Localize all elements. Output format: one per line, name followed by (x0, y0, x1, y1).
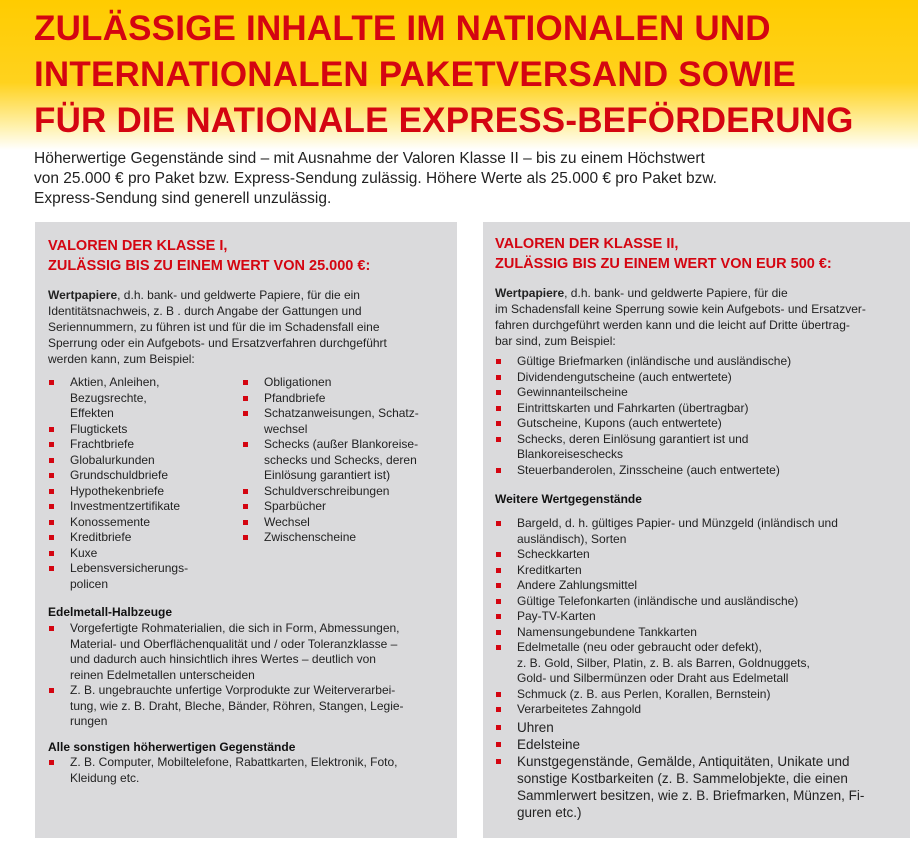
list-item-text: sonstige Kostbarkeiten (z. B. Sammelobjekte, die einen (517, 771, 848, 786)
list-item-text: Schecks, deren Einlösung garantiert ist und (517, 431, 749, 446)
bullet-icon (496, 599, 501, 604)
securities-term: Wertpapiere (48, 288, 118, 302)
list-item-text: tung, wie z. B. Draht, Bleche, Bänder, Röhren, Stangen, Legie- (70, 698, 404, 713)
list-item (242, 499, 452, 515)
para-line: Seriennummern, zu führen ist und für die im Schadensfall eine (48, 320, 380, 334)
list-item-text: Pay-TV-Karten (517, 609, 596, 623)
bullet-icon (496, 406, 501, 411)
page-title (34, 6, 854, 144)
list-item-text: Namensungebundene Tankkarten (517, 624, 697, 639)
list-item (242, 437, 452, 484)
para-line: fahren durchgeführt werden kann und die leicht auf Dritte übertrag- (495, 318, 850, 332)
bullet-icon (496, 390, 501, 395)
list-item-text: Material- und Oberflächenqualität und / oder Toleranzklasse – (70, 636, 398, 651)
bullet-icon (49, 566, 54, 571)
list-item-text: Konossemente (70, 514, 151, 529)
list-item (495, 385, 905, 401)
securities-description (48, 287, 448, 367)
list-item-text: z. B. Gold, Silber, Platin, z. B. als Barren, Goldnuggets, (517, 655, 810, 670)
list-item (242, 515, 452, 531)
list-item-text: policen (70, 576, 109, 591)
further-valuables-heading: Weitere Wertgegenstände (495, 492, 642, 506)
list-item (48, 453, 238, 469)
bullet-icon (496, 568, 501, 573)
title-line: ZULÄSSIGE INHALTE IM NATIONALEN UND (34, 9, 771, 48)
bullet-icon (496, 742, 501, 747)
para-line: Identitätsnachweis, z. B . durch Angabe der Gattungen und (48, 304, 362, 318)
list-item-text: Gold- und Silbermünzen oder Draht aus Edelmetall (517, 671, 789, 685)
list-item (242, 484, 452, 500)
intro-line: Höherwertige Gegenstände sind – mit Ausnahme der Valoren Klasse II – bis zu einem Höchstwert (34, 150, 705, 167)
section-title-line: ZULÄSSIG BIS ZU EINEM WERT VON 25.000 €: (48, 258, 371, 274)
list-item (495, 640, 905, 687)
list-item (495, 401, 905, 417)
title-line: FÜR DIE NATIONALE EXPRESS-BEFÖRDERUNG (34, 101, 854, 140)
list-item-text: wechsel (264, 421, 308, 436)
bullet-icon (49, 626, 54, 631)
bullet-icon (243, 520, 248, 525)
list-item (48, 515, 238, 531)
list-item-text: Edelmetalle (neu oder gebraucht oder defekt), (517, 640, 762, 654)
list-item (495, 736, 905, 753)
bullet-icon (243, 380, 248, 385)
list-item (48, 561, 238, 592)
bullet-icon (243, 489, 248, 494)
bullet-icon (496, 630, 501, 635)
list-item-text: Scheckkarten (517, 547, 590, 561)
list-item (495, 516, 905, 547)
list-item-text: und dadurch auch hinsichtlich ihres Wertes – deutlich von (70, 652, 376, 666)
para-line: bar sind, zum Beispiel: (495, 334, 616, 348)
list-item (495, 625, 905, 641)
list-item (48, 755, 450, 786)
list-item-text: Aktien, Anleihen, (70, 375, 160, 389)
bullet-icon (496, 359, 501, 364)
list-item (48, 468, 238, 484)
list-item (495, 753, 905, 821)
securities-list-col1 (48, 375, 238, 592)
bullet-icon (496, 759, 501, 764)
list-item-text: Andere Zahlungsmittel (517, 578, 638, 592)
bullet-icon (496, 437, 501, 442)
bullet-icon (243, 442, 248, 447)
list-item-text: Schecks (außer Blankoreise- (264, 437, 419, 451)
list-item-text: Lebensversicherungs- (70, 561, 189, 575)
bullet-icon (49, 760, 54, 765)
list-item-text: Hypothekenbriefe (70, 483, 165, 498)
section-title-line: VALOREN DER KLASSE I, (48, 238, 228, 254)
bullet-icon (49, 535, 54, 540)
bullet-icon (49, 520, 54, 525)
bullet-icon (496, 468, 501, 473)
list-item-text: Flugtickets (70, 421, 128, 436)
other-valuables-heading: Alle sonstigen höherwertigen Gegenstände (48, 740, 296, 754)
list-item (48, 422, 238, 438)
other-valuables-list (48, 755, 450, 786)
bullet-icon (49, 688, 54, 693)
list-item (495, 416, 905, 432)
bullet-icon (496, 375, 501, 380)
list-item-text: Einlösung garantiert ist) (264, 468, 391, 482)
list-item (495, 547, 905, 563)
list-item-text: Kreditkarten (517, 562, 582, 577)
list-item-text: Kleidung etc. (70, 770, 140, 785)
list-item-text: reinen Edelmetallen unterscheiden (70, 667, 255, 682)
list-item (242, 530, 452, 546)
bullet-icon (496, 614, 501, 619)
list-item-text: Gutscheine, Kupons (auch entwertete) (517, 416, 722, 430)
list-item-text: Globalurkunden (70, 452, 155, 467)
list-item-text: Bezugsrechte, (70, 390, 147, 405)
list-item (48, 484, 238, 500)
list-item-text: Gewinnanteilscheine (517, 385, 628, 399)
para-line: , d.h. bank- und geldwerte Papiere, für die (564, 286, 788, 300)
bullet-icon (49, 458, 54, 463)
list-item (242, 406, 452, 437)
list-item (48, 530, 238, 546)
list-item-text: Kreditbriefe (70, 530, 132, 544)
list-item (48, 375, 238, 422)
intro-text (34, 149, 894, 209)
list-item (495, 563, 905, 579)
list-item-text: Grundschuldbriefe (70, 468, 169, 482)
list-item (48, 546, 238, 562)
list-item-text: Uhren (517, 720, 554, 735)
list-item-text: Schatzanweisungen, Schatz- (264, 406, 419, 420)
bullet-icon (49, 380, 54, 385)
precious-metal-semis-heading: Edelmetall-Halbzeuge (48, 605, 173, 619)
list-item (48, 683, 450, 730)
list-item-text: rungen (70, 714, 108, 728)
list-item-text: Effekten (70, 406, 114, 420)
bullet-icon (243, 411, 248, 416)
bullet-icon (496, 583, 501, 588)
bullet-icon (496, 421, 501, 426)
bullet-icon (49, 442, 54, 447)
valoren-class-1-panel (35, 222, 457, 838)
list-item-text: Steuerbanderolen, Zinsscheine (auch entwertete) (517, 462, 780, 477)
list-item-text: schecks und Schecks, deren (264, 452, 417, 467)
list-item (48, 621, 450, 683)
bullet-icon (496, 552, 501, 557)
list-item-text: Schmuck (z. B. aus Perlen, Korallen, Bernstein) (517, 686, 771, 701)
section-title (495, 234, 832, 274)
bullet-icon (49, 551, 54, 556)
list-item-text: Schuldverschreibungen (264, 483, 390, 498)
list-item (242, 391, 452, 407)
bullet-icon (496, 645, 501, 650)
list-item-text: Vorgefertigte Rohmaterialien, die sich in Form, Abmessungen, (70, 621, 400, 635)
list-item-text: Eintrittskarten und Fahrkarten (übertragbar) (517, 400, 749, 415)
list-item-text: Blankoreiseschecks (517, 447, 624, 461)
list-item-text: Bargeld, d. h. gültiges Papier- und Münzgeld (inländisch und (517, 516, 838, 530)
list-item (495, 354, 905, 370)
list-item-text: Kuxe (70, 545, 98, 560)
bullet-icon (496, 725, 501, 730)
intro-line: von 25.000 € pro Paket bzw. Express-Sendung zulässig. Höhere Werte als 25.000 € pro Paket bzw. (34, 170, 717, 187)
list-item (495, 578, 905, 594)
list-item-text: Obligationen (264, 375, 332, 389)
para-line: im Schadensfall keine Sperrung sowie kein Aufgebots- und Ersatzver- (495, 302, 866, 316)
section-title-line: ZULÄSSIG BIS ZU EINEM WERT VON EUR 500 €: (495, 256, 832, 272)
bullet-icon (243, 396, 248, 401)
precious-metal-semis-list (48, 621, 450, 730)
securities-list (495, 354, 905, 478)
list-item-text: Edelsteine (517, 737, 581, 752)
bullet-icon (49, 473, 54, 478)
para-line: , d.h. bank- und geldwerte Papiere, für die ein (117, 288, 360, 302)
securities-description (495, 285, 905, 349)
securities-list-col2 (242, 375, 452, 546)
bullet-icon (496, 692, 501, 697)
bullet-icon (49, 489, 54, 494)
list-item (495, 609, 905, 625)
list-item (495, 719, 905, 736)
list-item-text: Pfandbriefe (264, 390, 326, 405)
list-item-text: Wechsel (264, 514, 310, 529)
list-item (495, 463, 905, 479)
bullet-icon (243, 504, 248, 509)
list-item-text: Z. B. ungebrauchte unfertige Vorprodukte zur Weiterverarbei- (70, 683, 396, 697)
bullet-icon (243, 535, 248, 540)
valoren-class-2-panel (483, 222, 910, 838)
list-item-text: Investmentzertifikate (70, 499, 181, 513)
list-item (495, 432, 905, 463)
list-item (48, 499, 238, 515)
list-item-text: Kunstgegenstände, Gemälde, Antiquitäten, Unikate und (517, 754, 850, 769)
title-line: INTERNATIONALEN PAKETVERSAND SOWIE (34, 55, 796, 94)
bullet-icon (49, 504, 54, 509)
list-item (495, 594, 905, 610)
securities-term: Wertpapiere (495, 286, 565, 300)
bullet-icon (49, 427, 54, 432)
list-item (242, 375, 452, 391)
list-item-text: Gültige Telefonkarten (inländische und ausländische) (517, 593, 799, 608)
intro-line: Express-Sendung sind generell unzulässig. (34, 190, 332, 207)
list-item (495, 702, 905, 718)
bullet-icon (496, 521, 501, 526)
list-item-text: Gültige Briefmarken (inländische und ausländische) (517, 354, 792, 368)
list-item-text: Dividendengutscheine (auch entwertete) (517, 369, 732, 384)
list-item-text: Z. B. Computer, Mobiltelefone, Rabattkarten, Elektronik, Foto, (70, 755, 398, 769)
section-title-line: VALOREN DER KLASSE II, (495, 236, 679, 252)
list-item-text: Zwischenscheine (264, 530, 357, 544)
list-item-text: ausländisch), Sorten (517, 531, 627, 546)
list-item-text: Sammlerwert besitzen, wie z. B. Briefmarken, Münzen, Fi- (517, 788, 865, 803)
further-valuables-list-large (495, 719, 905, 821)
bullet-icon (496, 707, 501, 712)
list-item-text: Frachtbriefe (70, 437, 135, 451)
para-line: Sperrung oder ein Aufgebots- und Ersatzverfahren durchgeführt (48, 336, 387, 350)
list-item (48, 437, 238, 453)
list-item (495, 370, 905, 386)
list-item-text: guren etc.) (517, 805, 582, 820)
list-item (495, 687, 905, 703)
list-item-text: Verarbeitetes Zahngold (517, 702, 642, 716)
list-item-text: Sparbücher (264, 499, 327, 513)
further-valuables-list (495, 516, 905, 718)
section-title (48, 236, 370, 276)
para-line: werden kann, zum Beispiel: (48, 352, 195, 366)
